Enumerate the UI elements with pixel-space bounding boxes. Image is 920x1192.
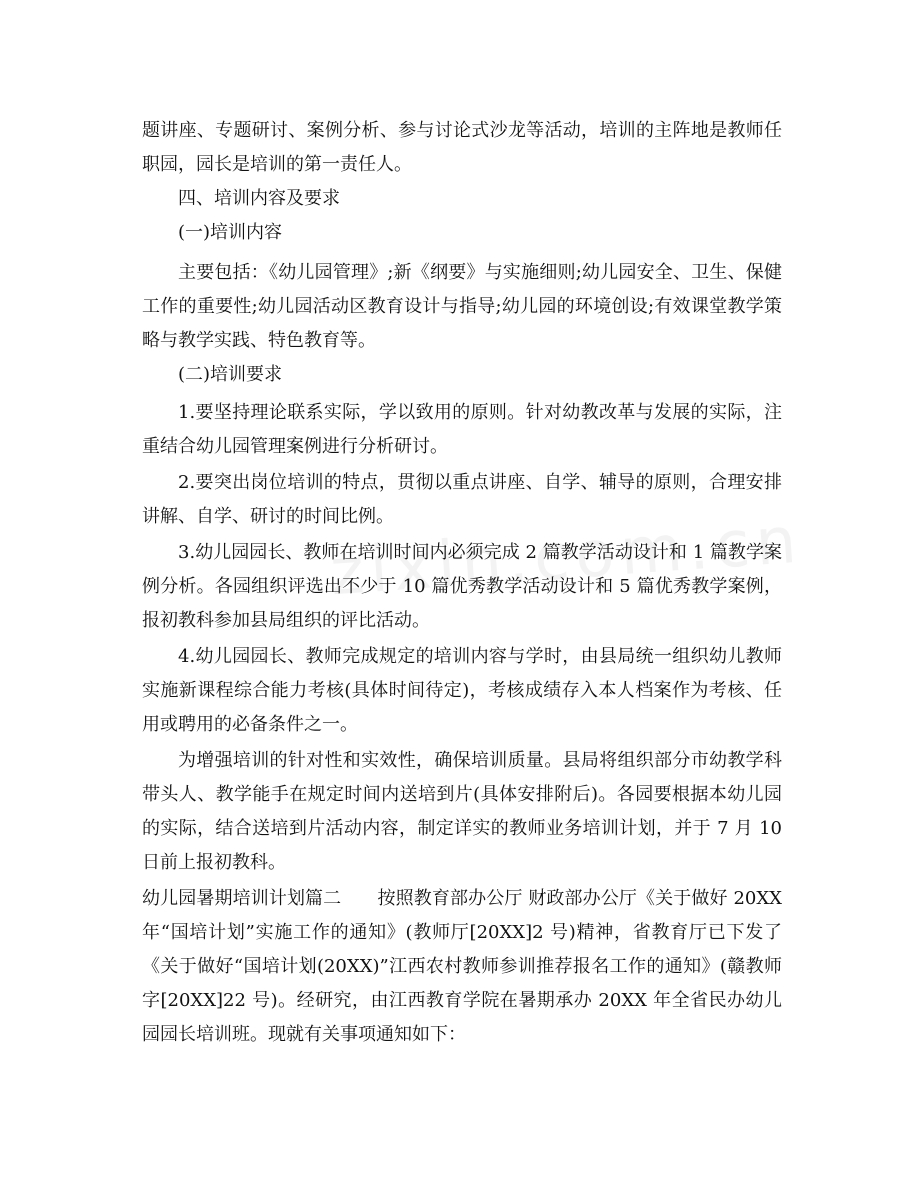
subheading-training-content: (一)培训内容	[178, 222, 283, 243]
paragraph-requirement-4: 4.幼儿园园长、教师完成规定的培训内容与学时，由县局统一组织幼儿教师实施新课程综合能力考核(具体时间待定)，考核成绩存入本人档案作为考核、任用或聘用的必备条件之一。	[142, 646, 782, 735]
paragraph-plan-part-two: 幼儿园暑期培训计划篇二 按照教育部办公厅 财政部办公厅《关于做好 20XX 年“国培计划”实施工作的通知》(教师厅[20XX]2 号)精神，省教育厅已下发了《关于做好“国培计划(20XX)”江西农村教师参训推荐报名工作的通知》(赣教师字[20XX]22 号)。经研究，由江西教育学院在暑期承办 20XX 年全省民办幼儿园园长培训班。现就有关事项通知如下：	[142, 888, 782, 1045]
paragraph-requirement-1: 1.要坚持理论联系实际，学以致用的原则。针对幼教改革与发展的实际，注重结合幼儿园管理案例进行分析研讨。	[142, 402, 782, 457]
section-heading-content-requirements: 四、培训内容及要求	[178, 188, 340, 209]
paragraph-training-content: 主要包括：《幼儿园管理》;新《纲要》与实施细则;幼儿园安全、卫生、保健工作的重要性;幼儿园活动区教育设计与指导;幼儿园的环境创设;有效课堂教学策略与教学实践、特色教育等。	[142, 262, 782, 351]
subheading-training-requirements: (二)培训要求	[178, 364, 283, 385]
paragraph-intro-continuation: 题讲座、专题研讨、案例分析、参与讨论式沙龙等活动，培训的主阵地是教师任职园，园长是培训的第一责任人。	[142, 120, 782, 175]
paragraph-requirement-2: 2.要突出岗位培训的特点，贯彻以重点讲座、自学、辅导的原则，合理安排讲解、自学、研讨的时间比例。	[142, 472, 782, 527]
paragraph-requirement-3: 3.幼儿园园长、教师在培训时间内必须完成 2 篇教学活动设计和 1 篇教学案例分析。各园组织评选出不少于 10 篇优秀教学活动设计和 5 篇优秀教学案例，报初教科参加县局组织的评比活动。	[142, 542, 782, 631]
paragraph-quality-assurance: 为增强培训的针对性和实效性，确保培训质量。县局将组织部分市幼教学科带头人、教学能手在规定时间内送培到片(具体安排附后)。各园要根据本幼儿园的实际，结合送培到片活动内容，制定详实的教师业务培训计划，并于 7 月 10 日前上报初教科。	[142, 750, 782, 873]
